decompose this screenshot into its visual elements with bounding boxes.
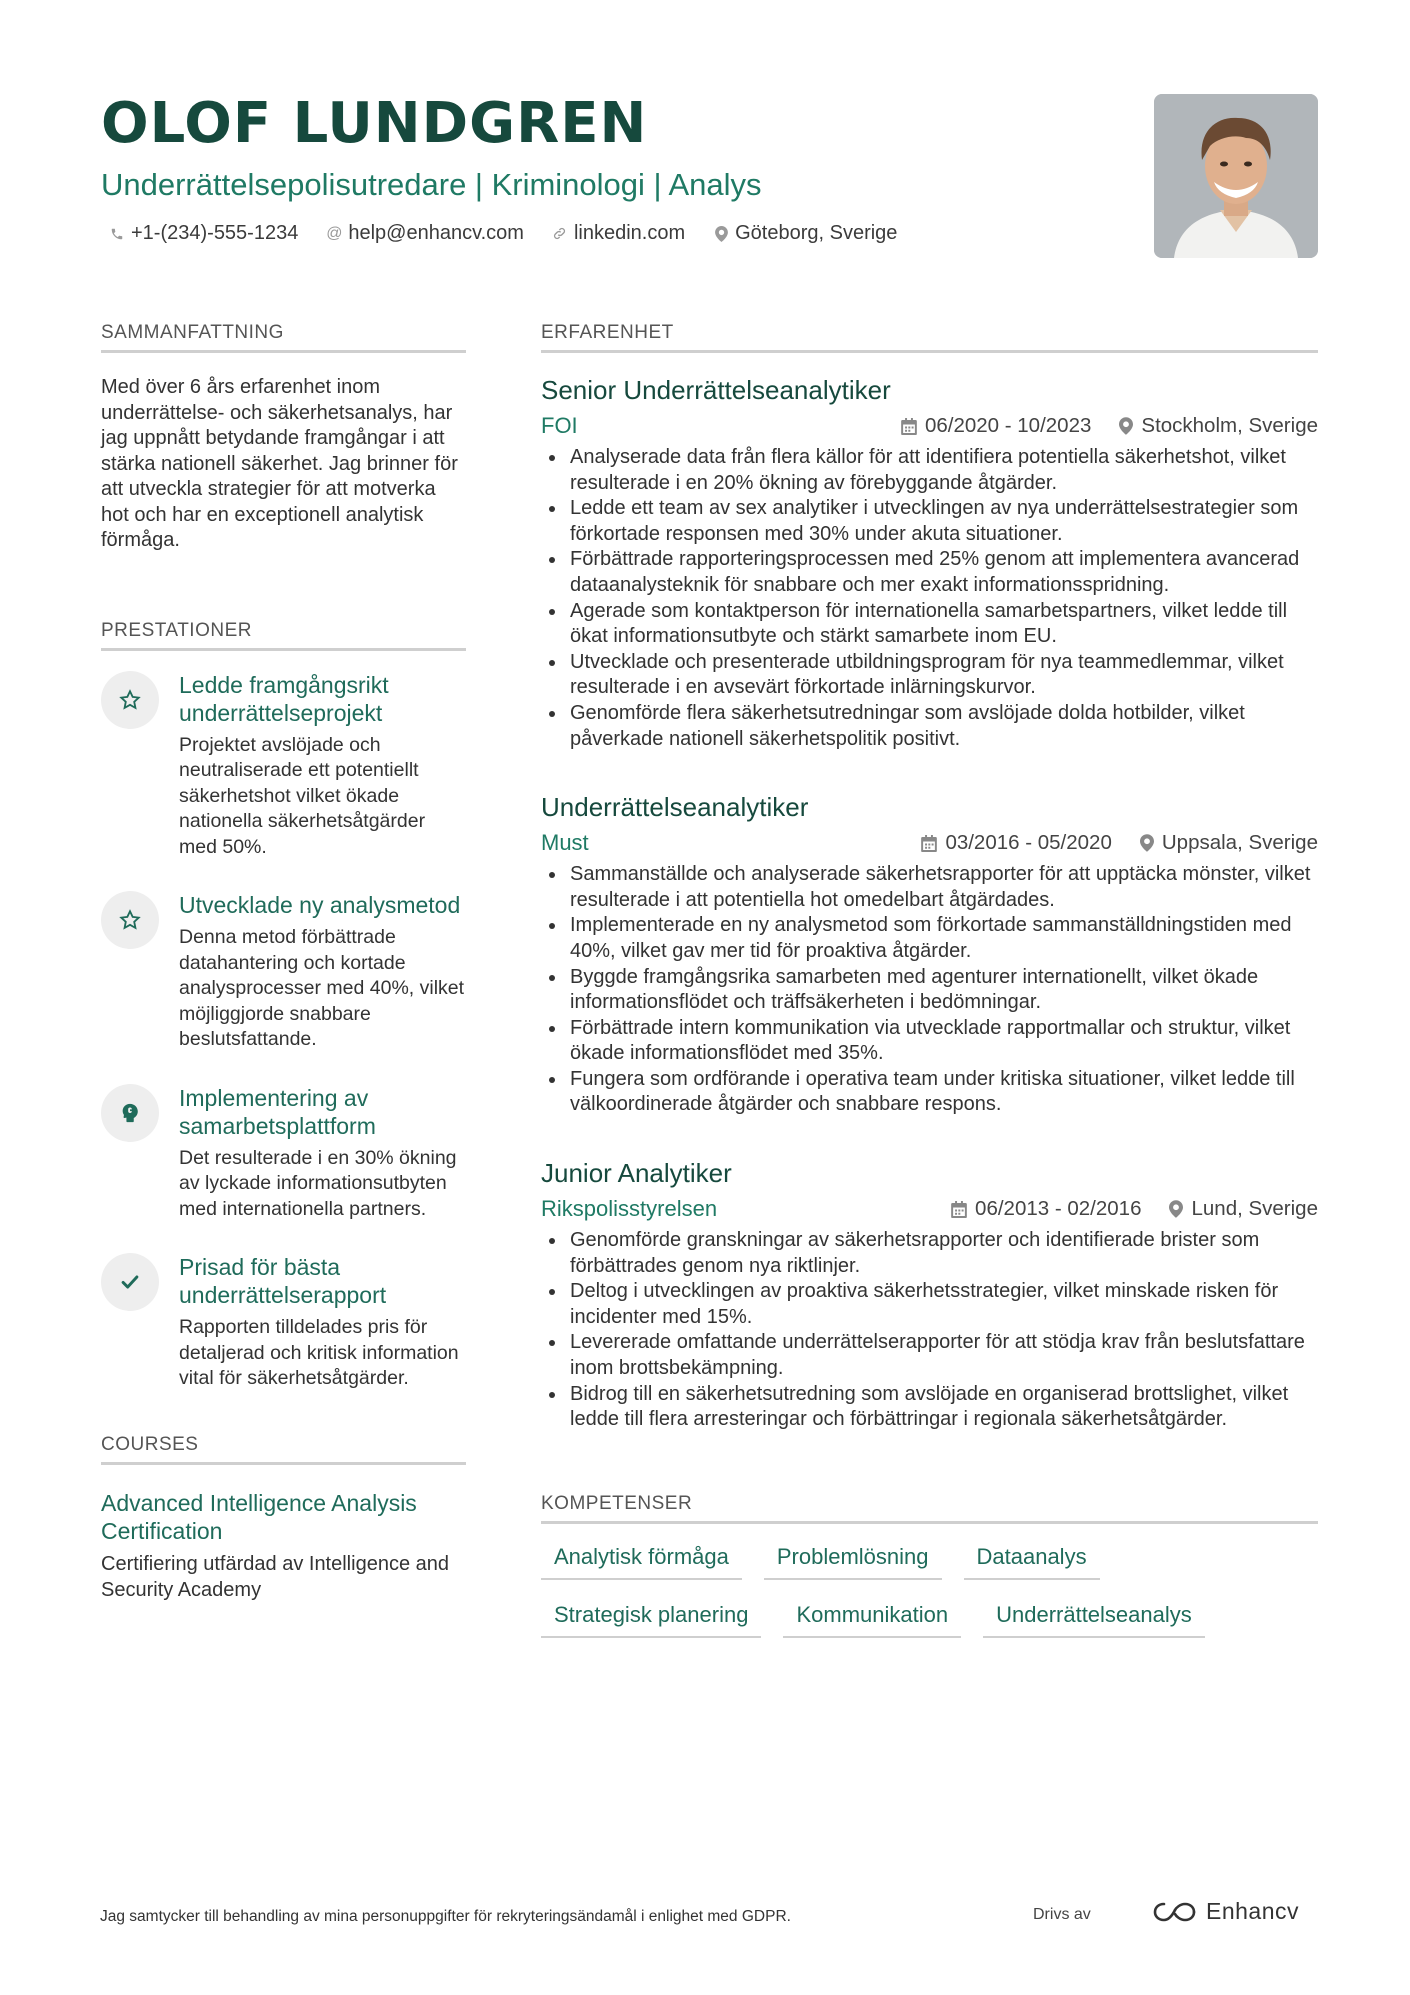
job-dates-text: 06/2013 - 02/2016 <box>975 1197 1142 1221</box>
skill-tag: Kommunikation <box>783 1594 961 1638</box>
job-dates-text: 03/2016 - 05/2020 <box>945 831 1112 855</box>
location-pin-icon <box>1140 834 1154 852</box>
achievements-heading: PRESTATIONER <box>101 620 466 651</box>
achievement-title: Implementering av samarbetsplattform <box>179 1084 376 1139</box>
job-title: Senior Underrättelseanalytiker <box>541 375 891 405</box>
summary-heading: SAMMANFATTNING <box>101 322 466 353</box>
course-title: Advanced Intelligence Analysis Certification <box>101 1489 417 1544</box>
skill-tag: Dataanalys <box>964 1536 1100 1580</box>
course-desc: Certifiering utfärdad av Intelligence and Security Academy <box>101 1552 449 1601</box>
bullet-item: Implementerade en ny analysmetod som förkortade sammanställdningstiden med 40%, vilket gav mer tid för proaktiva åtgärder. <box>541 913 1318 964</box>
location-pin-icon <box>1119 417 1133 435</box>
job-company: Rikspolisstyrelsen <box>541 1196 718 1222</box>
location-pin-icon <box>713 226 729 242</box>
job-meta-right <box>921 831 1318 855</box>
contact-linkedin[interactable] <box>552 222 685 245</box>
bullet-item: Ledde ett team av sex analytiker i utvecklingen av nya underrättelsestrategier som förkortade responsen med 30% under akuta situationer. <box>541 496 1318 547</box>
job-dates <box>921 831 1111 855</box>
skill-tag: Strategisk planering <box>541 1594 761 1638</box>
phone-icon <box>109 227 125 241</box>
job-location <box>1119 414 1318 438</box>
summary-text: Med över 6 års erfarenhet inom underrättelse- och säkerhetsanalys, har jag uppnått betydande framgångar i att stärka nationell säkerhet. Jag brinner för att utveckla strategier för att motverka hot och har en exceptionell analytisk förmåga. <box>101 376 458 551</box>
contact-info <box>101 222 1101 245</box>
resume-header <box>101 90 1101 245</box>
achievement-title: Utvecklade ny analysmetod <box>179 892 461 918</box>
job-meta <box>541 830 1318 856</box>
job-dates <box>901 414 1091 438</box>
achievement-title: Prisad för bästa underrättelserapport <box>179 1254 387 1308</box>
skill-tag: Problemlösning <box>764 1536 942 1580</box>
job-location-text: Stockholm, Sverige <box>1141 414 1318 437</box>
phone-text: +1-(234)-555-1234 <box>131 222 299 244</box>
calendar-icon <box>921 835 937 852</box>
contact-phone[interactable] <box>109 222 298 245</box>
job-location <box>1140 831 1318 855</box>
link-icon <box>552 226 568 241</box>
bullet-item: Deltog i utvecklingen av proaktiva säkerhetsstrategier, vilket minskade risken för incidenter med 15%. <box>541 1279 1318 1330</box>
bullet-item: Agerade som kontaktperson för internationella samarbetspartners, vilket ledde till ökat informationsutbyte och stärkt samarbete inom EU. <box>541 599 1318 650</box>
bullet-item: Levererade omfattande underrättelserapporter för att stödja krav från beslutsfattare inom brottsbekämpning. <box>541 1330 1318 1381</box>
bullet-item: Förbättrade rapporteringsprocessen med 25% genom att implementera avancerad dataanalysteknik för snabbare och mer exakt informationsspridning. <box>541 547 1318 598</box>
job-location-text: Lund, Sverige <box>1191 1197 1318 1221</box>
bullet-item: Förbättrade intern kommunikation via utvecklade rapportmallar och struktur, vilket ökade informationsflödet med 35%. <box>541 1016 1318 1067</box>
location-text: Göteborg, Sverige <box>735 222 898 244</box>
job-location-text: Uppsala, Sverige <box>1161 831 1318 855</box>
skill-tag: Underrättelseanalys <box>983 1594 1205 1638</box>
bullet-item: Sammanställde och analyserade säkerhetsrapporter för att upptäcka mönster, vilket resulterade i att potentiella hot omedelbart åtgärdades. <box>541 862 1318 913</box>
job-dates-text: 06/2020 - 10/2023 <box>924 414 1092 437</box>
brain-icon <box>101 1084 159 1142</box>
achievement-desc: Projektet avslöjade och neutraliserade ett potentiellt säkerhetshot vilket ökade nationella säkerhetsåtgärder med 50%. <box>179 733 426 858</box>
job-meta-right <box>951 1197 1318 1221</box>
skill-tag: Analytisk förmåga <box>541 1536 742 1580</box>
job-bullets <box>541 1228 1318 1433</box>
achievement-item <box>101 1084 466 1223</box>
experience-heading: ERFARENHET <box>541 322 1318 353</box>
job-bullets <box>541 445 1318 752</box>
job-meta-right <box>901 414 1318 438</box>
left-column <box>101 322 466 1603</box>
job-title: Underrättelseanalytiker <box>541 792 809 823</box>
contact-email[interactable] <box>326 222 524 245</box>
achievement-item <box>101 671 466 861</box>
job-entry <box>541 375 1318 752</box>
enhancv-logo[interactable] <box>1152 1898 1299 1925</box>
infinity-logo-icon <box>1152 1900 1198 1924</box>
job-company: FOI <box>541 413 578 438</box>
skills-list <box>541 1536 1318 1652</box>
star-icon <box>101 891 159 949</box>
courses-heading: COURSES <box>101 1434 466 1465</box>
candidate-title: Underrättelsepolisutredare | Kriminologi | Analys <box>101 167 762 202</box>
job-bullets <box>541 862 1318 1118</box>
skills-heading: KOMPETENSER <box>541 1493 1318 1524</box>
location-pin-icon <box>1169 1200 1183 1218</box>
achievement-item <box>101 891 466 1053</box>
gdpr-consent: Jag samtycker till behandling av mina personuppgifter för rekryteringsändamål i enlighet med GDPR. <box>100 1908 791 1925</box>
calendar-icon <box>951 1201 967 1218</box>
at-icon: @ <box>326 224 343 242</box>
right-column <box>541 322 1318 1652</box>
check-icon <box>101 1253 159 1311</box>
job-title: Junior Analytiker <box>541 1158 732 1189</box>
bullet-item: Fungera som ordförande i operativa team under kritiska situationer, vilket ledde till välkoordinerade åtgärder och snabbare respons. <box>541 1067 1318 1118</box>
email-text: help@enhancv.com <box>348 222 524 244</box>
bullet-item: Utvecklade och presenterade utbildningsprogram för nya teammedlemmar, vilket resulterade i en avsevärt förkortade inlärningskurvor. <box>541 650 1318 701</box>
candidate-name: OLOF LUNDGREN <box>101 91 648 156</box>
profile-photo <box>1154 94 1318 258</box>
bullet-item: Analyserade data från flera källor för att identifiera potentiella säkerhetshot, vilket resulterade i en 20% ökning av förebyggande åtgärder. <box>541 445 1318 496</box>
linkedin-text: linkedin.com <box>573 222 686 244</box>
star-icon <box>101 671 159 729</box>
bullet-item: Bidrog till en säkerhetsutredning som avslöjade en organiserad brottslighet, vilket ledde till flera arresteringar och förbättringar i regionala säkerhetsåtgärder. <box>541 1382 1318 1433</box>
job-entry <box>541 792 1318 1118</box>
achievements-list <box>101 671 466 1392</box>
achievement-desc: Rapporten tilldelades pris för detaljerad och kritisk information vital för säkerhetsåtgärder. <box>179 1316 459 1389</box>
job-dates <box>951 1197 1141 1221</box>
bullet-item: Byggde framgångsrika samarbeten med agenturer internationellt, vilket ökade informationsflödet och träffsäkerheten i bedömningar. <box>541 965 1318 1016</box>
job-meta <box>541 1196 1318 1222</box>
contact-location <box>713 222 897 245</box>
job-entry <box>541 1158 1318 1433</box>
brand-name: Enhancv <box>1206 1898 1300 1924</box>
job-meta <box>541 413 1318 439</box>
powered-by-label: Drivs av <box>1033 1906 1091 1923</box>
calendar-icon <box>901 418 917 435</box>
job-company: Must <box>541 830 589 856</box>
bullet-item: Genomförde flera säkerhetsutredningar som avslöjade dolda hotbilder, vilket påverkade nationell säkerhetspolitik positivt. <box>541 701 1318 752</box>
bullet-item: Genomförde granskningar av säkerhetsrapporter och identifierade brister som förbättrades genom nya riktlinjer. <box>541 1228 1318 1279</box>
achievement-item <box>101 1253 466 1392</box>
achievement-desc: Denna metod förbättrade datahantering och kortade analysprocesser med 40%, vilket möjliggjorde snabbare beslutsfattande. <box>179 926 465 1050</box>
achievement-desc: Det resulterade i en 30% ökning av lyckade informationsutbyten med internationella partners. <box>179 1146 457 1220</box>
job-location <box>1169 1197 1318 1221</box>
achievement-title: Ledde framgångsrikt underrättelseprojekt <box>179 671 389 726</box>
